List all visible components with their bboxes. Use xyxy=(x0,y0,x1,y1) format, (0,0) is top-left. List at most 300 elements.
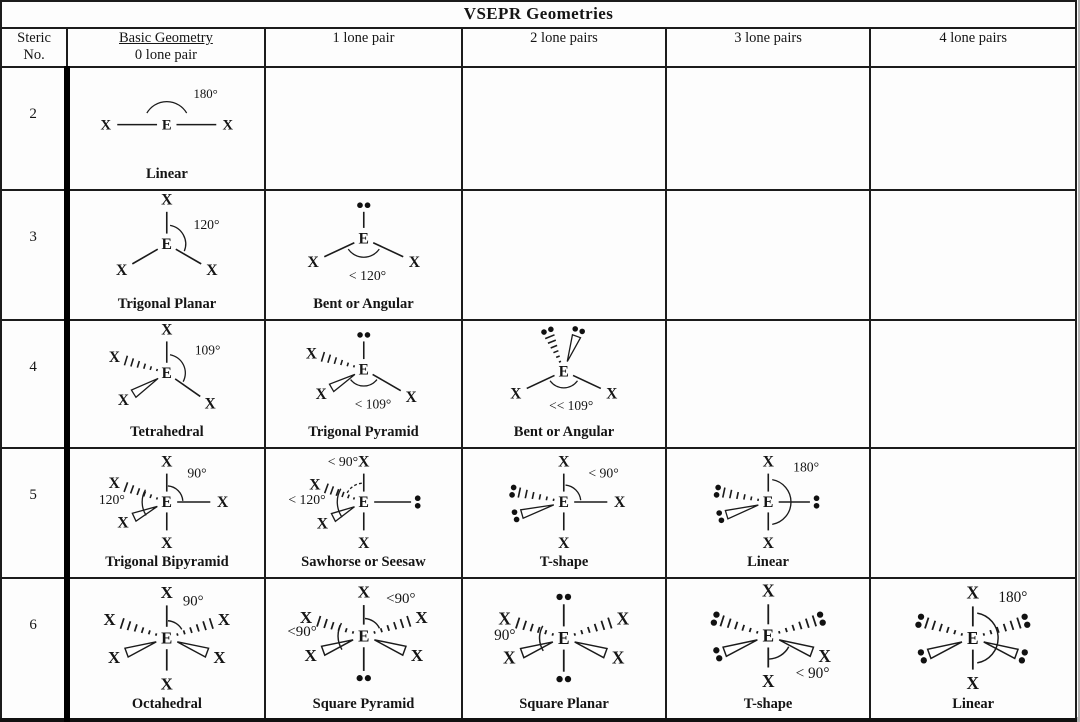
hash-bond-mark xyxy=(954,630,955,634)
angle-label: << 109° xyxy=(549,398,593,413)
center-atom-label: E xyxy=(162,365,172,382)
ligand-atom-label: X xyxy=(109,349,120,366)
angle-label: 120° xyxy=(194,217,220,232)
hash-bond-mark xyxy=(792,625,794,631)
hash-bond-mark xyxy=(347,363,348,367)
wedge-bond xyxy=(575,642,607,658)
ligand-atom-label: X xyxy=(161,192,173,209)
hash-bond-mark xyxy=(342,492,344,497)
ligand-atom-label: X xyxy=(503,649,516,668)
wedge-bond xyxy=(329,374,354,391)
bond-line xyxy=(324,243,354,257)
center-atom-label: E xyxy=(559,363,569,380)
hash-bond-mark xyxy=(991,630,992,634)
angle-label: <90° xyxy=(287,624,316,640)
center-atom-label: E xyxy=(762,627,774,646)
geometry-name: Bent or Angular xyxy=(266,297,462,317)
angle-label: < 90° xyxy=(327,454,357,469)
hash-bond-mark xyxy=(138,361,140,368)
header-steric-line2: No. xyxy=(2,47,66,64)
hash-bond-mark xyxy=(340,360,342,365)
wedge-bond xyxy=(521,642,553,658)
hash-bond-mark xyxy=(540,494,541,499)
hash-bond-mark xyxy=(727,619,730,628)
geometry-name: Octahedral xyxy=(70,697,264,717)
hash-bond-mark xyxy=(348,495,349,499)
header-1-lone-pair: 1 lone pair xyxy=(265,28,463,67)
lone-pair-dot xyxy=(514,517,520,523)
ligand-atom-label: X xyxy=(357,582,370,601)
hash-bond-mark xyxy=(128,621,131,630)
geometry-cell xyxy=(67,190,265,320)
hash-bond-mark xyxy=(321,352,324,362)
hash-bond-mark xyxy=(394,622,396,629)
lone-pair-dot xyxy=(364,202,370,208)
lone-pair-dot xyxy=(713,647,719,653)
steric-number: 2 xyxy=(1,67,67,190)
lone-pair-dot xyxy=(565,676,571,682)
ligand-atom-label: X xyxy=(612,649,625,668)
angle-arc xyxy=(350,380,376,386)
hash-bond-mark xyxy=(526,490,528,498)
angle-arc xyxy=(978,613,999,663)
ligand-atom-label: X xyxy=(405,389,416,406)
geometry-name: Trigonal Bipyramid xyxy=(70,555,264,575)
ligand-atom-label: X xyxy=(762,454,774,471)
hash-bond-mark xyxy=(142,627,144,633)
ligand-atom-label: X xyxy=(818,647,831,666)
empty-cell xyxy=(870,190,1076,320)
bond-line xyxy=(372,374,400,390)
hash-bond-mark xyxy=(131,358,133,366)
lone-pair-dot xyxy=(357,332,363,338)
ligand-atom-label: X xyxy=(614,494,626,511)
hash-bond-mark xyxy=(553,633,554,635)
hash-bond-mark xyxy=(749,628,750,632)
header-steric-line1: Steric xyxy=(2,30,66,47)
lone-pair-dot xyxy=(565,594,571,600)
geometry-cell xyxy=(462,320,666,448)
molecule-diagram xyxy=(70,68,264,167)
ligand-atom-label: X xyxy=(315,386,326,403)
hash-bond-mark xyxy=(947,627,949,633)
hash-bond-mark xyxy=(595,624,597,631)
empty-cell xyxy=(265,67,463,190)
hash-bond-mark xyxy=(387,625,389,631)
hash-bond-mark xyxy=(125,356,128,366)
wedge-bond xyxy=(725,505,758,519)
wedge-bond xyxy=(331,507,354,522)
hash-bond-mark xyxy=(730,490,732,498)
hash-bond-mark xyxy=(407,616,410,627)
hash-bond-mark xyxy=(184,630,185,634)
lone-pair-dot xyxy=(1022,614,1028,620)
molecule-diagram xyxy=(871,579,1075,697)
lone-pair-dot xyxy=(541,329,547,335)
table-title: VSEPR Geometries xyxy=(1,1,1076,28)
title-row xyxy=(1,1,1076,28)
ligand-atom-label: X xyxy=(118,515,130,532)
table-row xyxy=(1,320,1076,448)
molecule-diagram xyxy=(463,321,665,425)
angle-label: 109° xyxy=(195,342,221,357)
table-row xyxy=(1,578,1076,720)
hash-bond-mark xyxy=(380,628,381,632)
lone-pair-dot xyxy=(356,675,362,681)
steric-number: 6 xyxy=(1,578,67,720)
hash-bond-mark xyxy=(1004,624,1006,631)
empty-cell xyxy=(666,320,871,448)
ligand-atom-label: X xyxy=(309,476,321,493)
lone-pair-dot xyxy=(509,492,515,498)
header-0-lone-pair-label: 0 lone pair xyxy=(68,47,264,64)
hash-bond-mark xyxy=(516,618,520,629)
hash-bond-mark xyxy=(177,633,178,635)
geometry-name: Square Planar xyxy=(463,697,665,717)
ligand-atom-label: X xyxy=(161,321,172,338)
hash-bond-mark xyxy=(538,627,540,633)
hash-bond-mark xyxy=(137,488,139,495)
wedge-bond xyxy=(984,642,1018,658)
lone-pair-dot xyxy=(512,509,518,515)
geometry-cell xyxy=(67,578,265,720)
ligand-atom-label: X xyxy=(205,395,216,412)
bond-line xyxy=(133,249,158,264)
hash-bond-mark xyxy=(374,631,375,633)
center-atom-label: E xyxy=(358,494,368,511)
empty-cell xyxy=(666,190,871,320)
ligand-atom-label: X xyxy=(558,454,570,471)
hash-bond-mark xyxy=(723,488,725,498)
table-row xyxy=(1,190,1076,320)
bond-line xyxy=(373,243,403,257)
geometry-cell xyxy=(870,578,1076,720)
ligand-atom-label: X xyxy=(762,672,775,691)
ligand-atom-label: X xyxy=(206,262,218,279)
lone-pair-dot xyxy=(511,485,517,491)
geometry-name: Trigonal Planar xyxy=(70,297,264,317)
lone-pair-dot xyxy=(580,329,586,335)
molecule-diagram xyxy=(70,321,264,425)
empty-cell xyxy=(462,67,666,190)
ligand-atom-label: X xyxy=(214,648,226,667)
lone-pair-dot xyxy=(819,619,825,625)
lone-pair-dot xyxy=(710,619,716,625)
hash-bond-mark xyxy=(149,630,150,634)
hash-bond-mark xyxy=(317,616,320,627)
molecule-diagram xyxy=(266,191,462,297)
ligand-atom-label: X xyxy=(161,674,173,693)
hash-bond-mark xyxy=(345,628,346,632)
ligand-atom-label: X xyxy=(511,386,522,403)
center-atom-label: E xyxy=(967,629,979,648)
lone-pair-dot xyxy=(364,332,370,338)
ligand-atom-label: X xyxy=(967,583,980,602)
lone-pair-dot xyxy=(364,675,370,681)
angle-label: 180° xyxy=(793,460,819,475)
geometry-cell xyxy=(265,578,463,720)
lone-pair-dot xyxy=(548,327,554,333)
hash-bond-mark xyxy=(353,365,354,367)
geometry-cell xyxy=(462,448,666,578)
angle-label: <90° xyxy=(386,591,415,607)
ligand-atom-label: X xyxy=(217,494,229,511)
angle-label: < 90° xyxy=(795,665,829,682)
center-atom-label: E xyxy=(162,117,172,133)
hash-bond-mark xyxy=(334,357,336,364)
lone-pair-dot xyxy=(357,202,363,208)
hash-bond-mark xyxy=(984,633,985,635)
empty-cell xyxy=(870,448,1076,578)
table-row xyxy=(1,448,1076,578)
lone-pair-dot xyxy=(817,611,823,617)
hash-bond-mark xyxy=(324,619,327,628)
molecule-diagram xyxy=(463,449,665,555)
ligand-atom-label: X xyxy=(307,254,319,271)
angle-arc xyxy=(147,102,187,113)
geometry-name: Bent or Angular xyxy=(463,425,665,445)
wedge-bond xyxy=(125,642,156,657)
ligand-atom-label: X xyxy=(218,610,230,629)
ligand-atom-label: X xyxy=(300,608,313,627)
center-atom-label: E xyxy=(162,236,172,253)
header-3-lone-pairs: 3 lone pairs xyxy=(666,28,871,67)
hash-bond-mark xyxy=(737,492,738,499)
steric-number: 5 xyxy=(1,448,67,578)
header-basic-geometry-label: Basic Geometry xyxy=(68,30,264,47)
angle-arc xyxy=(550,381,577,388)
center-atom-label: E xyxy=(162,494,172,511)
hash-bond-mark xyxy=(751,496,752,500)
angle-arc xyxy=(348,249,379,257)
wedge-bond xyxy=(177,642,208,657)
angle-label: 120° xyxy=(99,492,125,507)
ligand-atom-label: X xyxy=(762,535,774,552)
center-atom-label: E xyxy=(763,494,773,511)
angle-label: 180° xyxy=(194,87,218,101)
ligand-atom-label: X xyxy=(304,646,317,665)
hash-bond-mark xyxy=(353,497,354,499)
hash-bond-mark xyxy=(551,345,557,348)
hash-bond-mark xyxy=(962,633,963,635)
hash-bond-mark xyxy=(331,622,333,629)
geometry-name: Square Pyramid xyxy=(266,697,462,717)
ligand-atom-label: X xyxy=(104,610,116,629)
hash-bond-mark xyxy=(720,616,724,627)
center-atom-label: E xyxy=(558,629,570,648)
geometry-cell xyxy=(462,578,666,720)
center-atom-label: E xyxy=(559,494,569,511)
ligand-atom-label: X xyxy=(606,386,617,403)
hash-bond-mark xyxy=(157,497,158,499)
geometry-cell xyxy=(265,448,463,578)
wedge-bond xyxy=(928,642,962,658)
hash-bond-mark xyxy=(799,622,801,629)
hash-bond-mark xyxy=(785,628,786,632)
hash-bond-mark xyxy=(940,624,942,631)
ligand-atom-label: X xyxy=(762,581,775,600)
lone-pair-dot xyxy=(557,594,563,600)
lone-pair-dot xyxy=(573,326,579,332)
lone-pair-dot xyxy=(1022,649,1028,655)
angle-label: 90° xyxy=(183,593,204,609)
lone-pair-dot xyxy=(916,622,922,628)
angle-label: < 90° xyxy=(589,465,619,480)
table-body xyxy=(1,67,1076,720)
hash-bond-mark xyxy=(548,340,556,343)
angle-label: 90° xyxy=(494,627,515,644)
geometry-cell xyxy=(666,448,871,578)
ligand-atom-label: X xyxy=(118,392,129,409)
geometry-cell xyxy=(265,320,463,448)
lone-pair-dot xyxy=(713,611,719,617)
empty-cell xyxy=(462,190,666,320)
hash-bond-mark xyxy=(735,622,737,629)
ligand-atom-label: X xyxy=(558,535,570,552)
ligand-atom-label: X xyxy=(317,515,329,532)
geometry-cell xyxy=(67,448,265,578)
wedge-bond xyxy=(521,505,554,518)
ligand-atom-label: X xyxy=(161,454,173,471)
geometry-name: Tetrahedral xyxy=(70,425,264,445)
hash-bond-mark xyxy=(330,486,333,494)
molecule-diagram xyxy=(70,191,264,297)
bond-line xyxy=(175,379,200,397)
wedge-bond xyxy=(568,335,581,362)
hash-bond-mark xyxy=(210,618,213,628)
hash-bond-mark xyxy=(779,631,780,633)
angle-arc xyxy=(769,647,789,659)
hash-bond-mark xyxy=(135,624,137,631)
angle-arc xyxy=(347,483,362,493)
hash-bond-mark xyxy=(1011,621,1014,630)
empty-cell xyxy=(870,67,1076,190)
ligand-atom-label: X xyxy=(967,674,980,693)
geometry-cell xyxy=(67,320,265,448)
angle-arc xyxy=(170,355,185,382)
angle-arc xyxy=(170,225,186,251)
molecule-diagram xyxy=(70,449,264,555)
hash-bond-mark xyxy=(352,631,353,633)
geometry-name: Linear xyxy=(70,167,264,187)
hash-bond-mark xyxy=(531,624,533,631)
lone-pair-dot xyxy=(813,503,819,509)
hash-bond-mark xyxy=(203,621,206,630)
hash-bond-mark xyxy=(608,618,612,629)
hash-bond-mark xyxy=(933,621,936,630)
hash-bond-mark xyxy=(1017,618,1021,629)
hash-bond-mark xyxy=(559,361,561,362)
header-steric-no xyxy=(1,28,67,67)
center-atom-label: E xyxy=(358,627,369,646)
hash-bond-mark xyxy=(124,482,127,492)
wedge-bond xyxy=(374,640,406,655)
lone-pair-dot xyxy=(1024,622,1030,628)
angle-label: 90° xyxy=(188,465,207,480)
molecule-diagram xyxy=(70,579,264,697)
lone-pair-dot xyxy=(715,485,721,491)
empty-cell xyxy=(666,67,871,190)
geometry-cell xyxy=(666,578,871,720)
hash-bond-mark xyxy=(575,633,576,635)
center-atom-label: E xyxy=(358,231,368,248)
hash-bond-mark xyxy=(197,624,199,631)
header-basic-geometry xyxy=(67,28,265,67)
ligand-atom-label: X xyxy=(306,345,317,362)
hash-bond-mark xyxy=(144,364,146,369)
angle-label: < 120° xyxy=(288,492,325,507)
ligand-atom-label: X xyxy=(408,254,420,271)
ligand-atom-label: X xyxy=(116,262,128,279)
ligand-atom-label: X xyxy=(499,610,512,629)
ligand-atom-label: X xyxy=(109,475,121,492)
center-atom-label: E xyxy=(161,629,172,648)
hash-bond-mark xyxy=(400,619,403,628)
hash-bond-mark xyxy=(328,355,330,363)
steric-number: 4 xyxy=(1,320,67,448)
ligand-atom-label: X xyxy=(415,608,428,627)
wedge-bond xyxy=(321,640,353,655)
hash-bond-mark xyxy=(554,351,559,353)
hash-bond-mark xyxy=(925,618,929,629)
ligand-atom-label: X xyxy=(108,648,120,667)
hash-bond-mark xyxy=(602,621,605,630)
lone-pair-dot xyxy=(716,510,722,516)
ligand-atom-label: X xyxy=(161,535,173,552)
ligand-atom-label: X xyxy=(161,583,173,602)
molecule-diagram xyxy=(266,449,462,555)
hash-bond-mark xyxy=(190,627,192,633)
wedge-bond xyxy=(723,640,757,656)
hash-bond-mark xyxy=(556,356,560,357)
hash-bond-mark xyxy=(121,618,124,628)
hash-bond-mark xyxy=(581,630,582,634)
hash-bond-mark xyxy=(545,335,554,339)
lone-pair-dot xyxy=(716,655,722,661)
lone-pair-dot xyxy=(921,657,927,663)
geometry-name: T-shape xyxy=(667,697,870,717)
lone-pair-dot xyxy=(918,614,924,620)
geometry-cell xyxy=(265,190,463,320)
empty-cell xyxy=(870,320,1076,448)
hash-bond-mark xyxy=(519,488,521,498)
hash-bond-mark xyxy=(806,619,809,628)
lone-pair-dot xyxy=(1019,657,1025,663)
hash-bond-mark xyxy=(533,492,534,499)
molecule-diagram xyxy=(667,579,870,697)
molecule-diagram xyxy=(463,579,665,697)
header-2-lone-pairs: 2 lone pairs xyxy=(462,28,666,67)
geometry-name: Trigonal Pyramid xyxy=(266,425,462,445)
ligand-atom-label: X xyxy=(617,610,630,629)
ligand-atom-label: X xyxy=(358,535,370,552)
hash-bond-mark xyxy=(523,621,526,630)
ligand-atom-label: X xyxy=(358,454,370,471)
ligand-atom-label: X xyxy=(101,117,112,133)
hash-bond-mark xyxy=(545,630,546,634)
angle-label: < 109° xyxy=(354,396,391,411)
hash-bond-mark xyxy=(150,494,151,498)
hash-bond-mark xyxy=(742,625,744,631)
lone-pair-dot xyxy=(918,649,924,655)
hash-bond-mark xyxy=(157,369,158,371)
molecule-diagram xyxy=(266,321,462,425)
wedge-bond xyxy=(132,378,159,397)
steric-number: 3 xyxy=(1,190,67,320)
hash-bond-mark xyxy=(757,631,758,633)
hash-bond-mark xyxy=(150,366,151,370)
ligand-atom-label: X xyxy=(411,646,424,665)
